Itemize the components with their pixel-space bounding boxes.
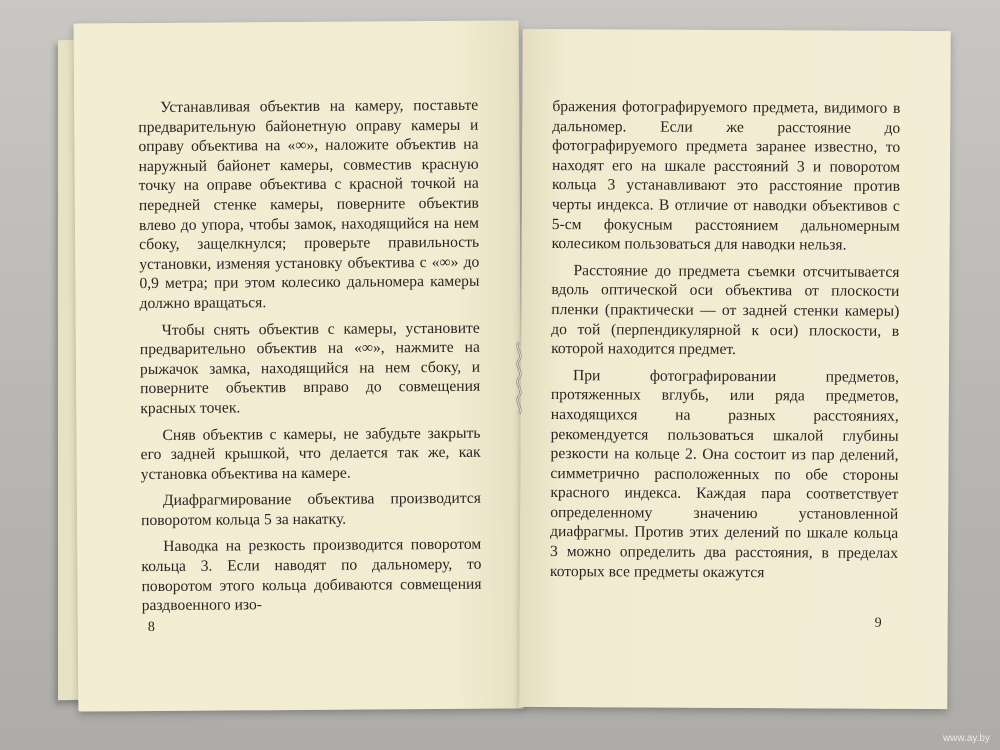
paragraph: Наводка на резкость производится поворотом кольца 3. Если наводят по дальномеру, то поворотом этого кольца добиваются совмещения раздвоенного изо- [141, 536, 482, 615]
paragraph: Устанавливая объектив на камеру, поставьте предварительную байонетную оправу камеры и оправу объектива на «∞», наложите объектив на наружный байонет камеры, совместив красную точку на оправе объектива с красной точкой на передней стенке камеры, поверните объектив влево до упора, чтобы замок, находящийся на нем сбоку, защелкнулся; проверьте правильность установки, изменяя установку объектива с «∞» до 0,9 метра; при этом колесико дальномера камеры должно вращаться. [138, 96, 480, 313]
left-page-text [138, 96, 482, 623]
page-number-right: 9 [874, 615, 882, 631]
paragraph: Расстояние до предмета съемки отсчитывается вдоль оптической оси объектива от плоскости пленки (практически — от задней стенки камеры) до той (перпендикулярной к оси) плоскости, в которой находится предмет. [551, 261, 900, 359]
paragraph: Диафрагмирование объектива производится поворотом кольца 5 за накатку. [141, 490, 481, 529]
paragraph: Чтобы снять объектив с камеры, установите предварительно объектив на «∞», нажмите на рыжачок замка, находящийся на нем сбоку, и поверните объектив вправо до совмещения красных точек. [139, 319, 481, 418]
right-page-text [550, 97, 901, 590]
page-number-left: 8 [147, 620, 155, 636]
paragraph: бражения фотографируемого предмета, видимого в дальномер. Если же расстояние до фотографируемого предмета заранее известно, то находят его на шкале расстояний 3 и поворотом кольца 3 устанавливают это расстояние против черты индекса. В отличие от наводки объективов с 5-см фокусным расстоянием дальномерным колесиком пользоваться для наводки нельзя. [551, 98, 901, 254]
staple-icon [512, 338, 526, 418]
paragraph: При фотографировании предметов, протяженных вглубь, или ряда предметов, находящихся на разных расстояниях, рекомендуется пользоваться шкалой глубины резкости на кольце 2. Она состоит из пар делений, симметрично расположенных по обе стороны красного индекса. Каждая пара соответствует определенному значению установленной диафрагмы. Против этих делений по шкале кольца 3 можно определить два расстояния, в пределах которых все предметы окажутся [549, 366, 900, 581]
right-page [519, 29, 951, 709]
paragraph: Сняв объектив с камеры, не забудьте закрыть его задней крышкой, что делается так же, как установка объектива на камере. [140, 424, 481, 483]
watermark: www.ay.by [942, 733, 990, 744]
left-page [74, 20, 524, 711]
